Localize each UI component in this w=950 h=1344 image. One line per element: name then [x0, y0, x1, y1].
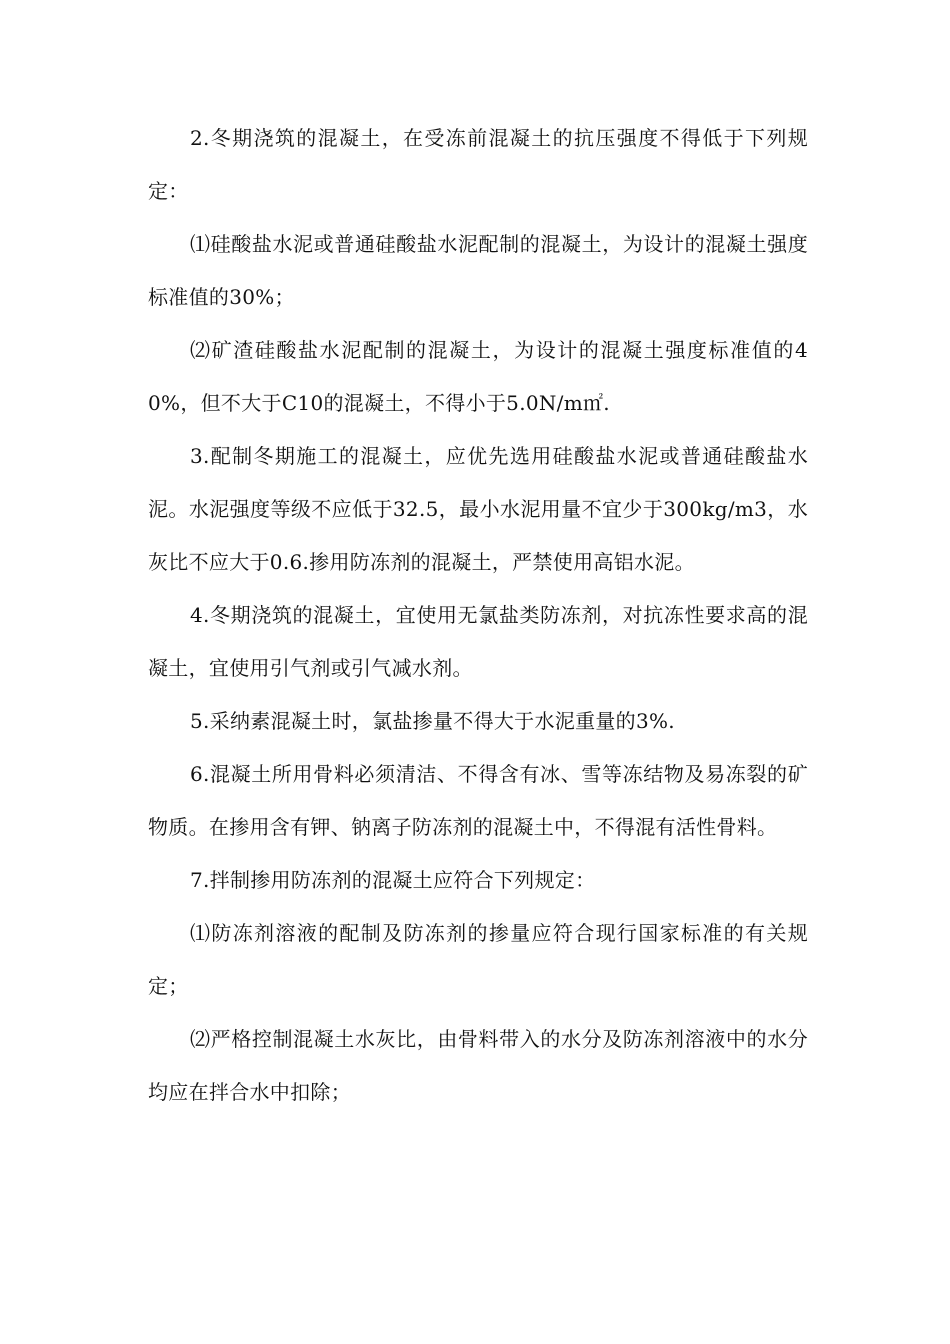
paragraph-2-item-1: ⑴硅酸盐水泥或普通硅酸盐水泥配制的混凝土，为设计的混凝土强度标准值的30%；: [148, 232, 808, 309]
paragraph-3: 3.配制冬期施工的混凝土，应优先选用硅酸盐水泥或普通硅酸盐水泥。水泥强度等级不应低于32.5，最小水泥用量不宜少于300kg/m3，水灰比不应大于0.6.掺用防冻剂的混凝土，严禁使用高铝水泥。: [148, 444, 808, 574]
paragraph-7-item-1: ⑴防冻剂溶液的配制及防冻剂的掺量应符合现行国家标准的有关规定；: [148, 921, 808, 998]
paragraph-7-item-2: ⑵严格控制混凝土水灰比，由骨料带入的水分及防冻剂溶液中的水分均应在拌合水中扣除；: [148, 1027, 808, 1104]
paragraph-6: 6.混凝土所用骨料必须清洁、不得含有冰、雪等冻结物及易冻裂的矿物质。在掺用含有钾、钠离子防冻剂的混凝土中，不得混有活性骨料。: [148, 762, 808, 839]
paragraph-2-intro: 2.冬期浇筑的混凝土，在受冻前混凝土的抗压强度不得低于下列规定：: [148, 126, 808, 203]
paragraph-5: 5.采纳素混凝土时，氯盐掺量不得大于水泥重量的3%.: [190, 709, 675, 733]
document-body: [148, 112, 808, 1119]
paragraph-4: 4.冬期浇筑的混凝土，宜使用无氯盐类防冻剂，对抗冻性要求高的混凝土，宜使用引气剂或引气减水剂。: [148, 603, 808, 680]
paragraph-2-item-2: ⑵矿渣硅酸盐水泥配制的混凝土，为设计的混凝土强度标准值的40%，但不大于C10的混凝土，不得小于5.0N/m㎡.: [148, 338, 808, 415]
paragraph-7-intro: 7.拌制掺用防冻剂的混凝土应符合下列规定：: [190, 868, 596, 892]
